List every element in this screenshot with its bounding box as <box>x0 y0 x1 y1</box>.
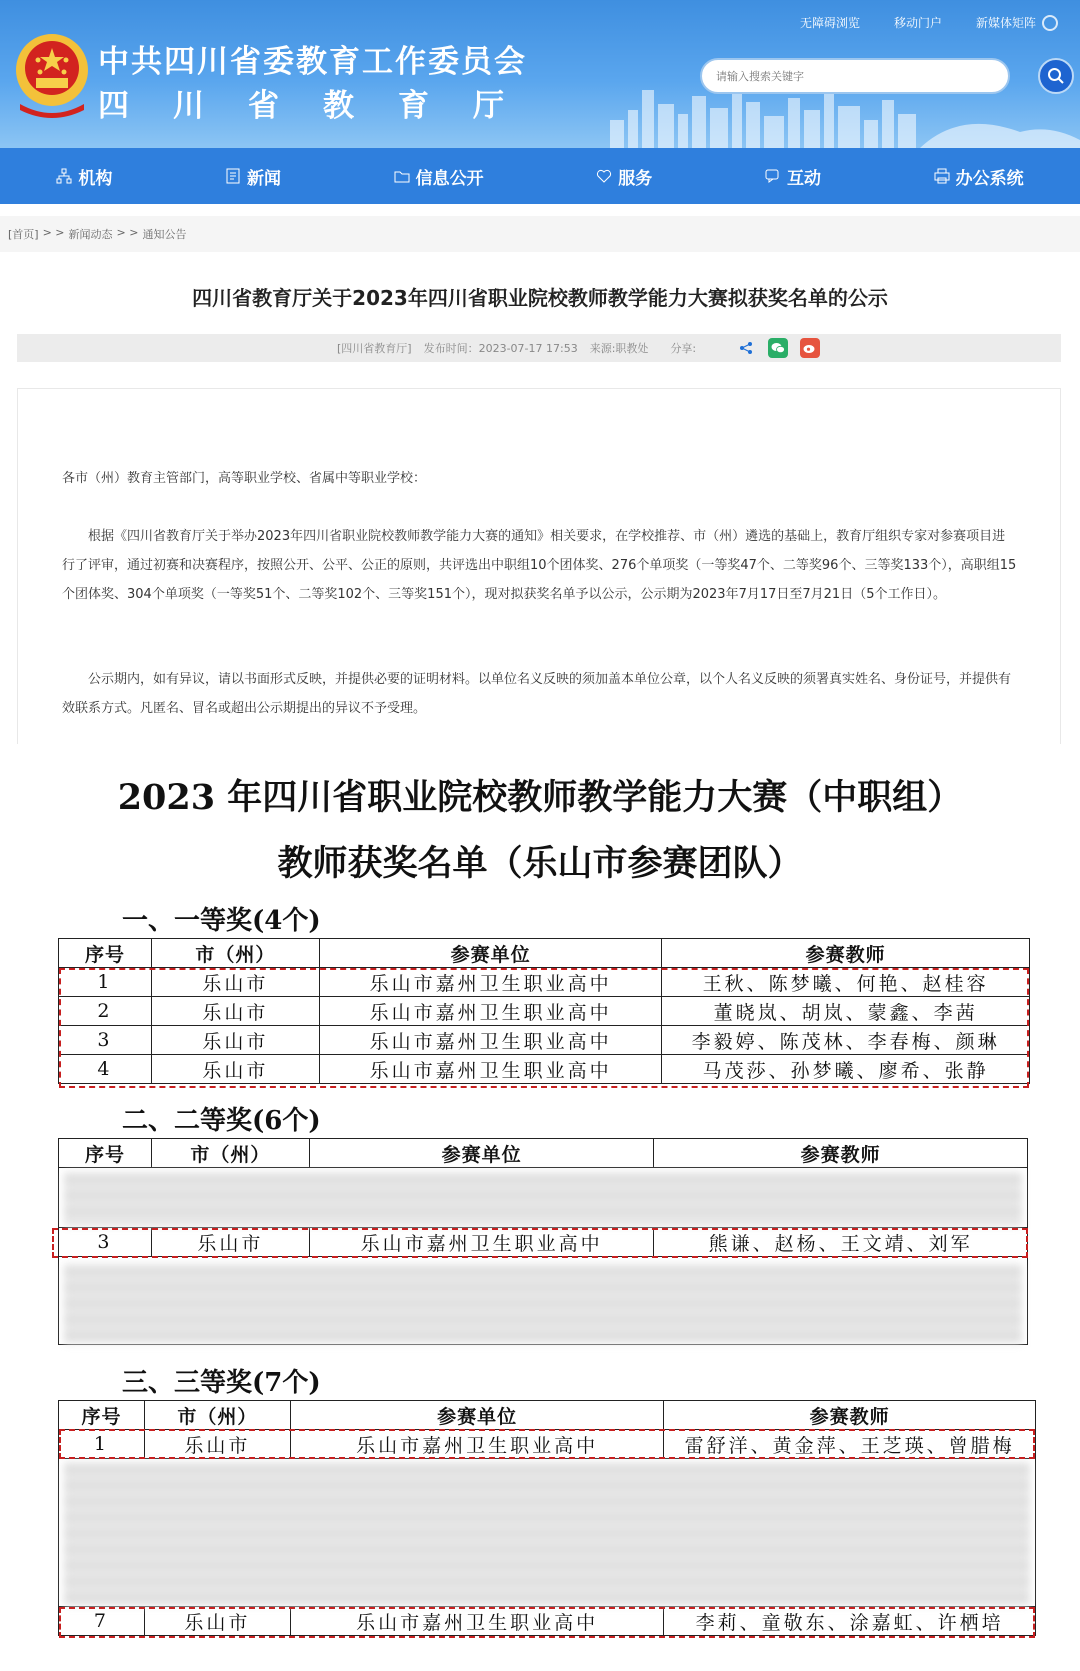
row-city: 乐山市 <box>151 968 319 997</box>
printer-icon <box>934 168 950 184</box>
meta-source: [四川省教育厅] <box>337 342 412 355</box>
row-index: 4 <box>59 1055 152 1084</box>
row-teachers: 马茂莎、孙梦曦、廖希、张静 <box>662 1055 1030 1084</box>
table-row <box>59 1026 1030 1055</box>
site-title-committee: 中共四川省委教育工作委员会 <box>98 44 527 80</box>
nav-label-organization: 机构 <box>78 168 113 189</box>
column-header-unit: 参赛单位 <box>309 1139 654 1168</box>
row-unit: 乐山市嘉州卫生职业高中 <box>290 1607 664 1636</box>
second-prize-heading: 二、二等奖(6个) <box>122 1106 321 1136</box>
breadcrumb-separator: > > <box>116 226 139 239</box>
breadcrumb-home[interactable]: [首页] <box>8 228 39 241</box>
wechat-share-icon[interactable] <box>768 338 788 358</box>
nav-item-news[interactable] <box>225 164 281 189</box>
nav-label-news: 新闻 <box>246 168 281 189</box>
redacted-rows-blur <box>64 1172 1022 1226</box>
article-meta-bar <box>17 334 1061 362</box>
mobile-portal-link[interactable]: 移动门户 <box>893 16 942 30</box>
column-header-index: 序号 <box>59 1401 145 1430</box>
breadcrumb-notices[interactable]: 通知公告 <box>142 228 187 241</box>
nav-item-info-disclosure[interactable] <box>394 164 484 189</box>
main-nav <box>0 148 1080 204</box>
folder-icon <box>394 168 410 184</box>
first-prize-heading: 一、一等奖(4个) <box>122 906 321 936</box>
table-row <box>59 968 1030 997</box>
nav-label-interaction: 互动 <box>786 168 821 189</box>
nav-item-office-system[interactable] <box>934 164 1024 189</box>
row-teachers: 李毅婷、陈茂林、李春梅、颜琳 <box>662 1026 1030 1055</box>
row-teachers: 董晓岚、胡岚、蒙鑫、李茜 <box>662 997 1030 1026</box>
column-header-unit: 参赛单位 <box>319 939 662 968</box>
row-unit: 乐山市嘉州卫生职业高中 <box>319 968 662 997</box>
column-header-teachers: 参赛教师 <box>654 1139 1028 1168</box>
row-teachers: 李莉、童敬东、涂嘉虹、许栖培 <box>664 1607 1036 1636</box>
nav-item-organization[interactable] <box>56 164 112 189</box>
row-unit: 乐山市嘉州卫生职业高中 <box>319 1055 662 1084</box>
row-teachers: 雷舒洋、黄金萍、王芝瑛、曾腊梅 <box>664 1430 1036 1459</box>
row-city: 乐山市 <box>144 1607 290 1636</box>
article-paragraph-2: 公示期内，如有异议，请以书面形式反映，并提供必要的证明材料。以单位名义反映的须加盖本单位公章，以个人名义反映的须署真实姓名、身份证号，并提供有效联系方式。凡匿名、冒名或超出公示期提出的异议不予受理。 <box>62 672 1012 716</box>
breadcrumb-separator: > > <box>42 226 65 239</box>
row-index: 7 <box>59 1607 145 1636</box>
table-row <box>59 1607 1036 1636</box>
row-unit: 乐山市嘉州卫生职业高中 <box>309 1228 654 1257</box>
share-icon[interactable] <box>736 338 756 358</box>
nav-label-office-system: 办公系统 <box>955 168 1024 189</box>
heart-hand-icon <box>596 168 612 184</box>
column-header-city: 市（州） <box>151 1139 309 1168</box>
column-header-index: 序号 <box>59 1139 152 1168</box>
meta-publish-label: 发布时间： <box>423 342 479 355</box>
table-row <box>59 1430 1036 1459</box>
row-city: 乐山市 <box>151 997 319 1026</box>
chat-icon <box>765 168 781 184</box>
table-row <box>59 1228 1028 1257</box>
table-header-row <box>59 1401 1036 1430</box>
row-index: 1 <box>59 1430 145 1459</box>
breadcrumb-news[interactable]: 新闻动态 <box>68 228 113 241</box>
article-title: 四川省教育厅关于2023年四川省职业院校教师教学能力大赛拟获奖名单的公示 <box>192 286 888 310</box>
row-teachers: 熊谦、赵杨、王文靖、刘军 <box>654 1228 1028 1257</box>
meta-publish-time: 2023-07-17 17:53 <box>478 342 578 355</box>
row-city: 乐山市 <box>151 1228 309 1257</box>
award-doc-title-line2: 教师获奖名单（乐山市参赛团队） <box>277 843 803 884</box>
redacted-rows-blur <box>64 1264 1022 1344</box>
row-city: 乐山市 <box>144 1430 290 1459</box>
search-button[interactable] <box>1038 58 1074 94</box>
nav-label-info-disclosure: 信息公开 <box>415 168 484 189</box>
row-index: 2 <box>59 997 152 1026</box>
nav-item-interaction[interactable] <box>765 164 821 189</box>
article-greeting: 各市（州）教育主管部门，高等职业学校、省属中等职业学校： <box>62 471 427 486</box>
article-paragraph-1: 根据《四川省教育厅关于举办2023年四川省职业院校教师教学能力大赛的通知》相关要求，在学校推荐、市（州）遴选的基础上，教育厅组织专家对参赛项目进行了评审，通过初赛和决赛程序，按照公开、公平、公正的原则，共评选出中职组10个团体奖、276个单项奖（一等奖47个、二等奖96个、三等奖133个），高职组15个团体奖、304个单项奖（一等奖51个、二等奖102个、三等奖151个），现对拟获奖名单予以公示，公示期为2023年7月17日至7月21日（5个工作日）。 <box>62 529 1017 602</box>
accessibility-link[interactable]: 无障碍浏览 <box>799 16 860 30</box>
weibo-share-icon[interactable] <box>800 338 820 358</box>
national-emblem-logo <box>12 30 92 118</box>
meta-origin: 来源:职教处 <box>589 342 649 355</box>
org-chart-icon <box>56 168 72 184</box>
site-header <box>0 0 1080 148</box>
table-row <box>59 1055 1030 1084</box>
row-teachers: 王秋、陈梦曦、何艳、赵桂容 <box>662 968 1030 997</box>
column-header-teachers: 参赛教师 <box>664 1401 1036 1430</box>
search-icon <box>1047 67 1065 85</box>
row-index: 1 <box>59 968 152 997</box>
nav-item-service[interactable] <box>596 164 652 189</box>
new-media-link[interactable]: 新媒体矩阵 <box>975 16 1036 30</box>
row-city: 乐山市 <box>151 1026 319 1055</box>
site-title-department: 四川省教育厅 <box>98 88 548 124</box>
award-doc-title-line1: 2023 年四川省职业院校教师教学能力大赛（中职组） <box>117 777 963 818</box>
column-header-index: 序号 <box>59 939 152 968</box>
row-unit: 乐山市嘉州卫生职业高中 <box>290 1430 664 1459</box>
row-unit: 乐山市嘉州卫生职业高中 <box>319 997 662 1026</box>
row-city: 乐山市 <box>151 1055 319 1084</box>
top-links <box>800 14 1058 31</box>
redacted-rows-blur <box>64 1462 1030 1606</box>
search-input[interactable] <box>700 58 1010 94</box>
column-header-unit: 参赛单位 <box>290 1401 664 1430</box>
first-prize-table <box>58 938 1030 1084</box>
nav-label-service: 服务 <box>618 168 653 189</box>
table-row <box>59 997 1030 1026</box>
table-header-row <box>59 1139 1028 1168</box>
column-header-city: 市（州） <box>144 1401 290 1430</box>
new-media-icon[interactable] <box>1042 15 1058 31</box>
row-unit: 乐山市嘉州卫生职业高中 <box>319 1026 662 1055</box>
column-header-city: 市（州） <box>151 939 319 968</box>
breadcrumb <box>8 226 186 242</box>
news-icon <box>225 168 241 184</box>
row-index: 3 <box>59 1026 152 1055</box>
table-header-row <box>59 939 1030 968</box>
meta-publish <box>424 340 578 356</box>
row-index: 3 <box>59 1228 152 1257</box>
column-header-teachers: 参赛教师 <box>662 939 1030 968</box>
meta-share-label: 分享: <box>670 342 697 355</box>
third-prize-heading: 三、三等奖(7个) <box>122 1368 321 1398</box>
